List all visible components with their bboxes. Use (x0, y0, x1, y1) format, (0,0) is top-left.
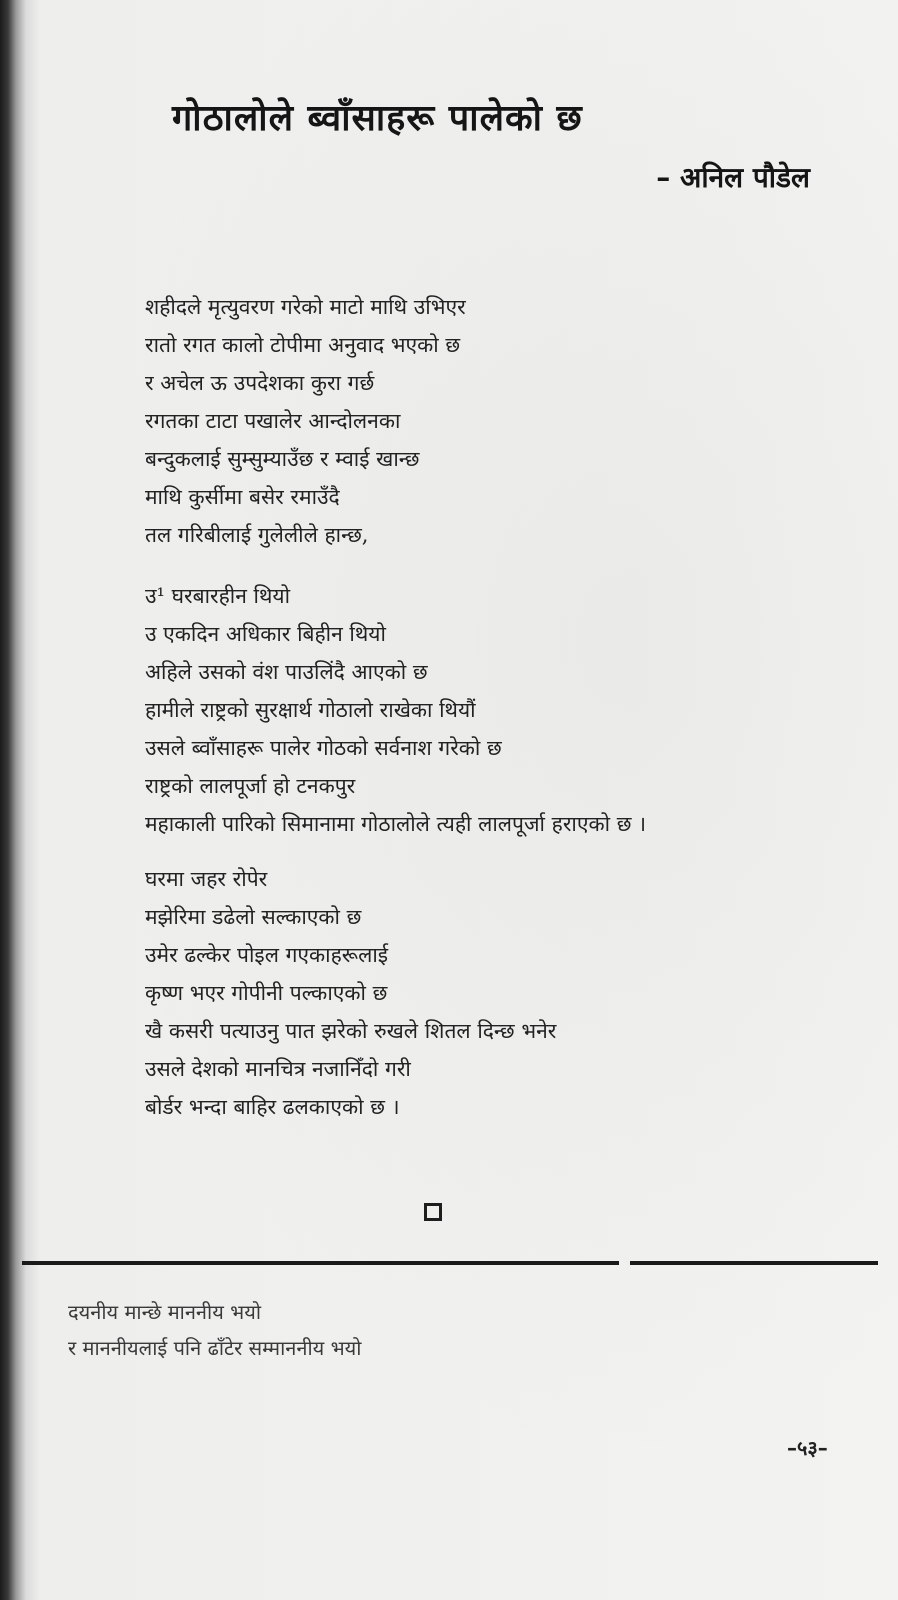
poem-title: गोठालोले ब्वाँसाहरू पालेको छ (172, 98, 583, 139)
poem-line: उसले देशको मानचित्र नजानिँदो गरी (145, 1057, 411, 1081)
end-marker-square (424, 1203, 442, 1221)
poem-line: उ¹ घरबारहीन थियो (145, 584, 291, 608)
poem-line: बोर्डर भन्दा बाहिर ढलकाएको छ । (145, 1095, 400, 1119)
poem-line: मझेरिमा डढेलो सल्काएको छ (145, 905, 362, 929)
page-number: –५३– (787, 1436, 828, 1460)
poem-line: उसले ब्वाँसाहरू पालेर गोठको सर्वनाश गरेको छ (145, 736, 502, 760)
poem-line: उ एकदिन अधिकार बिहीन थियो (145, 622, 386, 646)
poem-line: माथि कुर्सीमा बसेर रमाउँदै (145, 485, 340, 509)
footer-line: र माननीयलाई पनि ढाँटेर सम्माननीय भयो (68, 1336, 362, 1360)
footer-line: दयनीय मान्छे माननीय भयो (68, 1300, 262, 1324)
footer-verse (68, 1294, 361, 1366)
poem-line: शहीदले मृत्युवरण गरेको माटो माथि उभिएर (145, 295, 466, 319)
poem-line: खै कसरी पत्याउनु पात झरेको रुखले शितल दिन्छ भनेर (145, 1019, 557, 1043)
divider-rule (630, 1261, 878, 1265)
poem-line: अहिले उसको वंश पाउलिंदै आएको छ (145, 660, 428, 684)
poem-line: कृष्ण भएर गोपीनी पल्काएको छ (145, 981, 388, 1005)
poem-line: महाकाली पारिको सिमानामा गोठालोले त्यही लालपूर्जा हराएको छ । (145, 812, 647, 836)
poem-line: रगतका टाटा पखालेर आन्दोलनका (145, 409, 401, 433)
author-name: – अनिल पौडेल (656, 161, 810, 194)
divider-rule (22, 1261, 619, 1265)
poem-line: तल गरिबीलाई गुलेलीले हान्छ, (145, 523, 369, 547)
poem-line: रातो रगत कालो टोपीमा अनुवाद भएको छ (145, 333, 461, 357)
poem-line: बन्दुकलाई सुम्सुम्याउँछ र म्वाई खान्छ (145, 447, 420, 471)
poem-line: उमेर ढल्केर पोइल गएकाहरूलाई (145, 943, 389, 967)
stanza-2 (145, 577, 646, 843)
stanza-1 (145, 288, 466, 554)
poem-line: घरमा जहर रोपेर (145, 867, 268, 891)
poem-line: र अचेल ऊ उपदेशका कुरा गर्छ (145, 371, 375, 395)
stanza-3 (145, 860, 556, 1126)
poem-line: राष्ट्रको लालपूर्जा हो टनकपुर (145, 774, 356, 798)
poem-line: हामीले राष्ट्रको सुरक्षार्थ गोठालो राखेका थियौं (145, 698, 476, 722)
